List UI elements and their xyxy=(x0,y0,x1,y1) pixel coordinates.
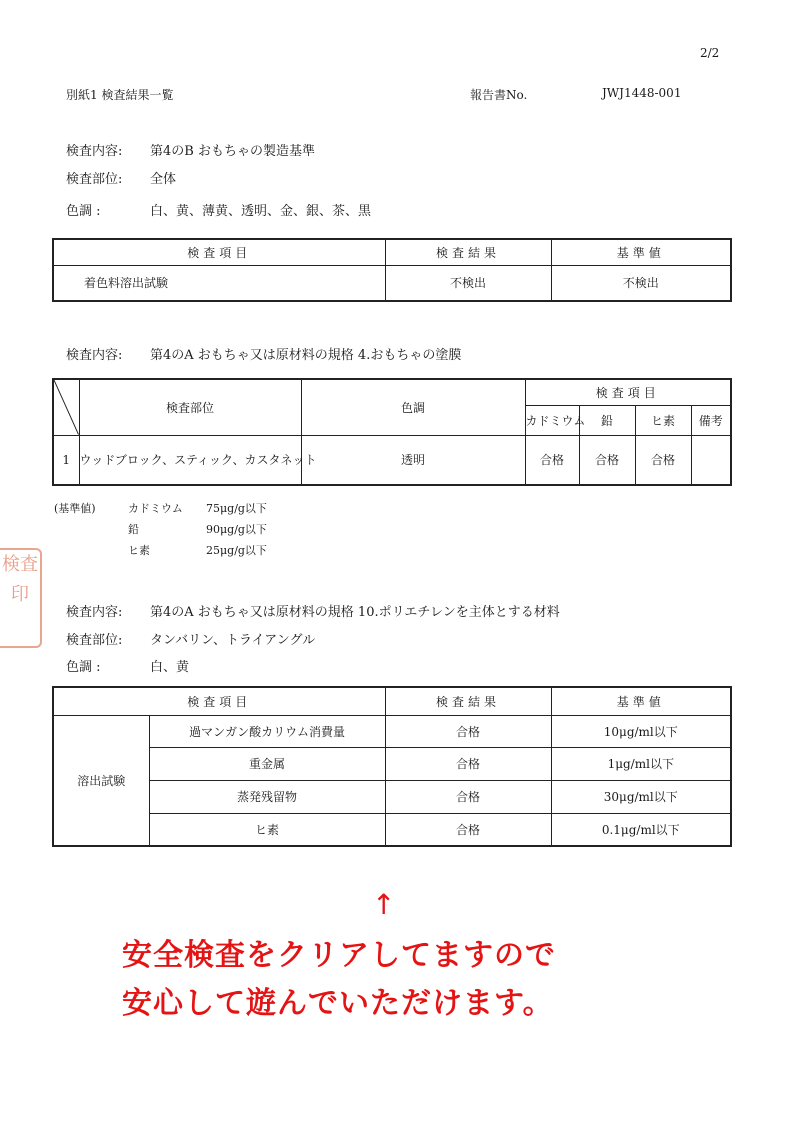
section3-header-standard: 基準値 xyxy=(551,687,731,715)
section1-row-result: 不検出 xyxy=(385,265,551,301)
section2-content-label: 検査内容: xyxy=(66,348,123,363)
section1-color-label: 色調 : xyxy=(66,204,101,219)
section1-header-item: 検査項目 xyxy=(53,239,385,265)
section2-header-items: 検査項目 xyxy=(525,379,731,405)
section2-header-color: 色調 xyxy=(301,379,525,435)
table-row xyxy=(53,747,731,780)
section2-table xyxy=(52,378,732,486)
section3-row4-item: ヒ素 xyxy=(149,813,385,846)
table-row xyxy=(53,265,731,301)
report-label: 報告書No. xyxy=(470,88,528,102)
standard-name-cadmium: カドミウム xyxy=(128,502,183,515)
section2-header-part: 検査部位 xyxy=(79,379,301,435)
section1-content-label: 検査内容: xyxy=(66,144,123,159)
section2-subheader-remarks: 備考 xyxy=(691,405,731,435)
section1-header-standard: 基準値 xyxy=(551,239,731,265)
section2-row-lead: 合格 xyxy=(579,435,635,485)
section2-diagonal-cell xyxy=(53,379,79,435)
section3-row4-standard: 0.1μg/ml以下 xyxy=(551,813,731,846)
section3-color-value: 白、黄 xyxy=(150,660,190,675)
section2-row-color: 透明 xyxy=(301,435,525,485)
section3-header-result: 検査結果 xyxy=(385,687,551,715)
table-row xyxy=(53,780,731,813)
section3-row3-result: 合格 xyxy=(385,780,551,813)
standard-name-lead: 鉛 xyxy=(128,523,139,536)
section3-content-label: 検査内容: xyxy=(66,605,123,620)
standard-value-arsenic: 25μg/g以下 xyxy=(206,544,267,557)
section3-part-label: 検査部位: xyxy=(66,633,123,648)
section2-subheader-arsenic: ヒ素 xyxy=(635,405,691,435)
section2-subheader-cadmium: カドミウム xyxy=(525,405,579,435)
table-row xyxy=(53,435,731,485)
section2-row-remarks xyxy=(691,435,731,485)
standards-label: (基準値) xyxy=(54,502,96,515)
section3-group-label: 溶出試験 xyxy=(53,715,149,846)
table-row xyxy=(53,813,731,846)
standard-value-lead: 90μg/g以下 xyxy=(206,523,267,536)
section3-table xyxy=(52,686,732,847)
seal-stamp: 検査印 xyxy=(0,548,42,648)
section3-color-label: 色調 : xyxy=(66,660,101,675)
report-number: JWJ1448-001 xyxy=(602,86,682,100)
section1-row-standard: 不検出 xyxy=(551,265,731,301)
table-row xyxy=(53,715,731,747)
section1-table xyxy=(52,238,732,302)
section2-row-arsenic: 合格 xyxy=(635,435,691,485)
note-line-2: 安心して遊んでいただけます。 xyxy=(122,986,554,1021)
section2-subheader-lead: 鉛 xyxy=(579,405,635,435)
section2-row-cadmium: 合格 xyxy=(525,435,579,485)
section3-row4-result: 合格 xyxy=(385,813,551,846)
page-number: 2/2 xyxy=(700,46,720,60)
section3-row2-result: 合格 xyxy=(385,747,551,780)
standard-name-arsenic: ヒ素 xyxy=(128,544,150,557)
section3-content-value: 第4のA おもちゃ又は原材料の規格 10.ポリエチレンを主体とする材料 xyxy=(150,605,560,620)
section3-row1-standard: 10μg/ml以下 xyxy=(551,715,731,747)
section1-header-result: 検査結果 xyxy=(385,239,551,265)
section1-part-value: 全体 xyxy=(150,172,177,187)
section3-row2-standard: 1μg/ml以下 xyxy=(551,747,731,780)
up-arrow-icon: ↑ xyxy=(372,888,397,921)
section2-row-no: 1 xyxy=(53,435,79,485)
section2-row-part: ウッドブロック、スティック、カスタネット xyxy=(79,435,301,485)
section1-content-value: 第4のB おもちゃの製造基準 xyxy=(150,144,315,159)
section3-row2-item: 重金属 xyxy=(149,747,385,780)
section1-part-label: 検査部位: xyxy=(66,172,123,187)
note-line-1: 安全検査をクリアしてますので xyxy=(122,938,556,973)
diagonal-line xyxy=(54,380,79,435)
section3-part-value: タンバリン、トライアングル xyxy=(150,633,316,648)
section3-row1-item: 過マンガン酸カリウム消費量 xyxy=(149,715,385,747)
section2-content-value: 第4のA おもちゃ又は原材料の規格 4.おもちゃの塗膜 xyxy=(150,348,462,363)
standard-value-cadmium: 75μg/g以下 xyxy=(206,502,267,515)
section1-row-item: 着色料溶出試験 xyxy=(53,265,385,301)
section3-header-item: 検査項目 xyxy=(53,687,385,715)
section1-color-value: 白、黄、薄黄、透明、金、銀、茶、黒 xyxy=(150,204,372,219)
section3-row3-standard: 30μg/ml以下 xyxy=(551,780,731,813)
section3-row3-item: 蒸発残留物 xyxy=(149,780,385,813)
section3-row1-result: 合格 xyxy=(385,715,551,747)
attachment-title: 別紙1 検査結果一覧 xyxy=(66,88,174,102)
